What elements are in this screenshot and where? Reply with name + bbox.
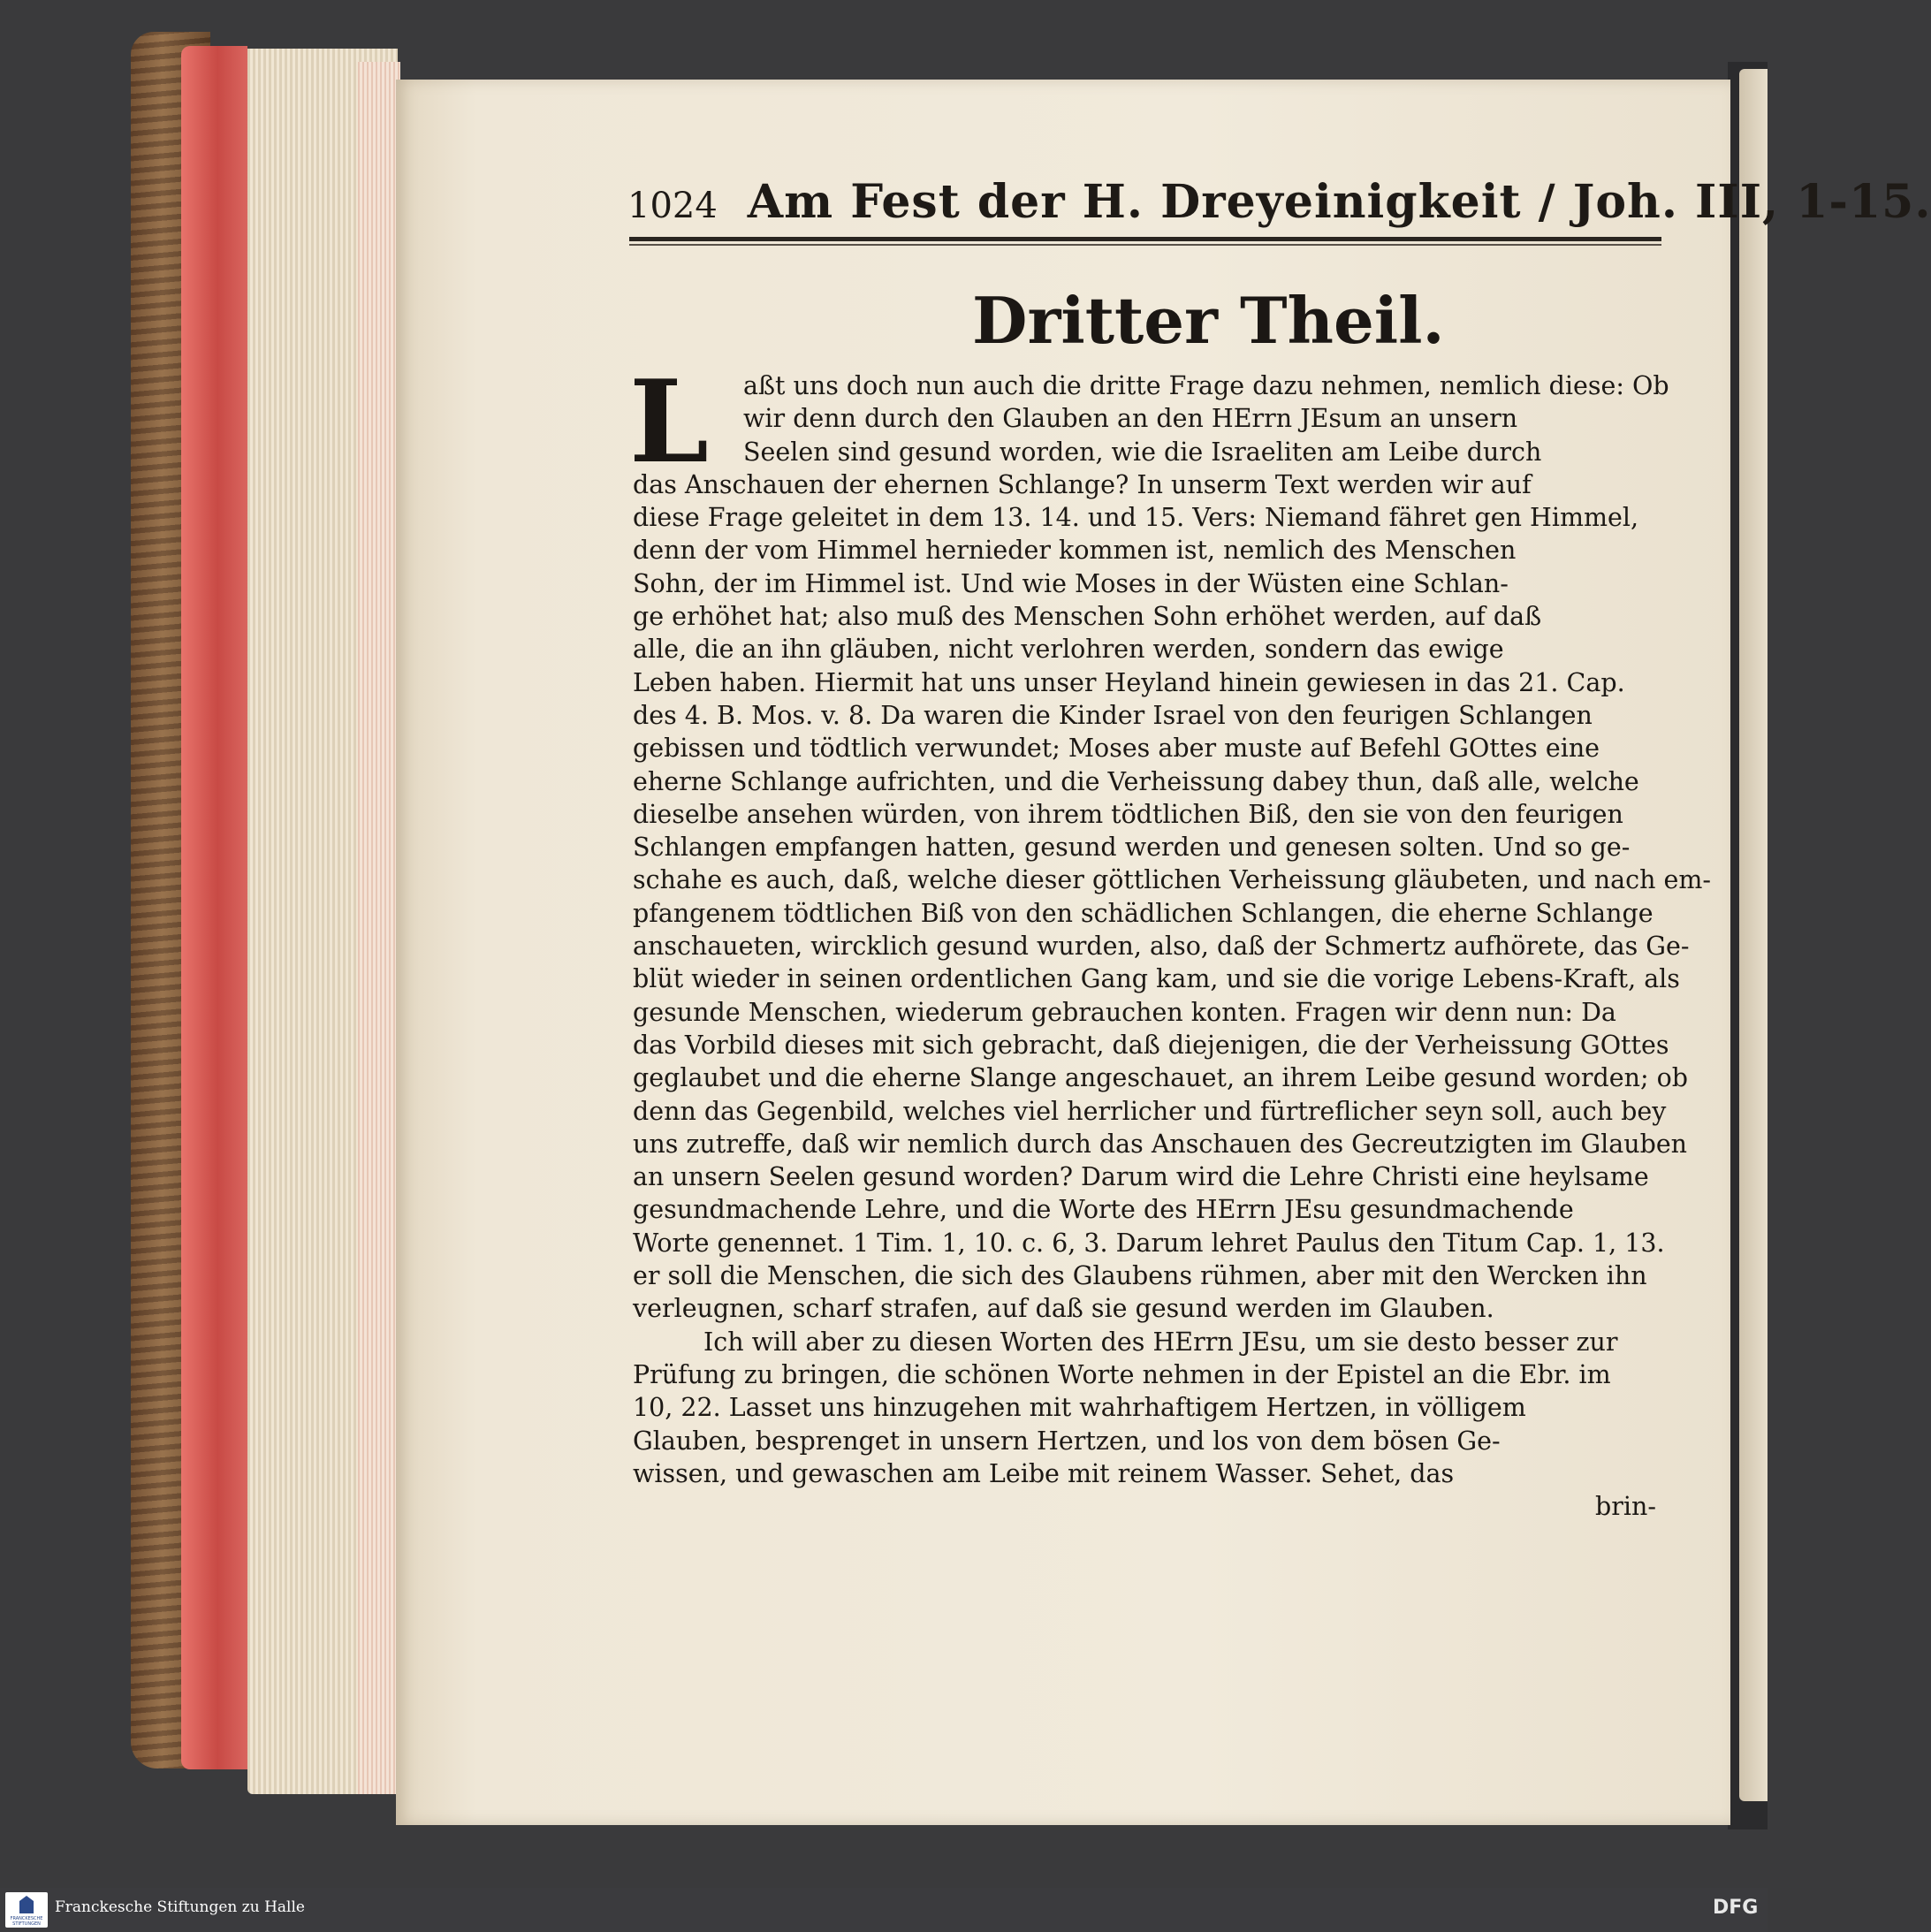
text-line: an unsern Seelen gesund worden? Darum wird die Lehre Christi eine heylsame (633, 1162, 1649, 1192)
logo-text: FRANCKESCHE STIFTUNGEN (10, 1916, 43, 1927)
text-line: ge erhöhet hat; also muß des Menschen Sohn erhöhet werden, auf daß (633, 602, 1542, 632)
text-line: des 4. B. Mos. v. 8. Da waren die Kinder Israel von den feurigen Schlangen (633, 700, 1593, 730)
text-line: blüt wieder in seinen ordentlichen Gang kam, und sie die vorige Lebens-Kraft, als (633, 964, 1680, 994)
institution-name[interactable]: Franckesche Stiftungen zu Halle (55, 1898, 305, 1916)
running-title: Am Fest der H. Dreyeinigkeit / Joh. III, 1-15. (747, 175, 1931, 229)
text-line: gesunde Menschen, wiederum gebrauchen konten. Fragen wir denn nun: Da (633, 997, 1616, 1027)
page-header (627, 175, 1931, 237)
text-line: das Anschauen der ehernen Schlange? In unserm Text werden wir auf (633, 469, 1532, 499)
text-line: uns zutreffe, daß wir nemlich durch das Anschauen des Gecreutzigten im Glauben (633, 1129, 1688, 1159)
text-line: alle, die an ihn gläuben, nicht verlohren werden, sondern das ewige (633, 635, 1504, 665)
text-line: Leben haben. Hiermit hat uns unser Heyland hinein gewiesen in das 21. Cap. (633, 667, 1625, 697)
page-edges (358, 62, 400, 1794)
text-line: Ich will aber zu diesen Worten des HErrn JEsu, um sie desto besser zur (703, 1327, 1618, 1357)
catchword: brin- (1595, 1492, 1656, 1522)
text-line: er soll die Menschen, die sich des Glaubens rühmen, aber mit den Wercken ihn (633, 1261, 1647, 1291)
text-line: Glauben, besprenget in unsern Hertzen, und los von dem bösen Ge- (633, 1426, 1501, 1456)
text-line: anschaueten, wircklich gesund wurden, also, daß der Schmertz aufhörete, das Ge- (633, 932, 1690, 962)
header-rule-thin (629, 244, 1661, 246)
text-line: gebissen und tödtlich verwundet; Moses aber muste auf Befehl GOttes eine (633, 734, 1600, 764)
text-line: diese Frage geleitet in dem 13. 14. und 15. Vers: Niemand fähret gen Himmel, (633, 503, 1639, 533)
institution-logo[interactable] (5, 1892, 48, 1928)
text-line: Sohn, der im Himmel ist. Und wie Moses in der Wüsten eine Schlan- (633, 568, 1509, 598)
text-line: wir denn durch den Glauben an den HErrn JEsum an unsern (743, 404, 1518, 434)
text-line: Seelen sind gesund worden, wie die Israeliten am Leibe durch (743, 437, 1542, 467)
text-line: dieselbe ansehen würden, von ihrem tödtlichen Biß, den sie von den feurigen (633, 799, 1623, 829)
text-line: Schlangen empfangen hatten, gesund werden und genesen solten. Und so ge- (633, 833, 1631, 863)
header-rule (629, 237, 1661, 241)
text-line: geglaubet und die eherne Slange angeschauet, an ihrem Leibe gesund worden; ob (633, 1063, 1689, 1093)
text-line: schahe es auch, daß, welche dieser göttlichen Verheissung gläubeten, und nach em- (633, 865, 1712, 895)
text-line: denn der vom Himmel hernieder kommen ist, nemlich des Menschen (633, 536, 1517, 566)
text-line: das Vorbild dieses mit sich gebracht, daß diejenigen, die der Verheissung GOttes (633, 1030, 1669, 1060)
text-line: Prüfung zu bringen, die schönen Worte nehmen in der Epistel an die Ebr. im (633, 1359, 1611, 1389)
text-line: verleugnen, scharf strafen, auf daß sie gesund werden im Glauben. (633, 1294, 1494, 1324)
building-icon (19, 1896, 34, 1913)
text-line: Worte genennet. 1 Tim. 1, 10. c. 6, 3. Darum lehret Paulus den Titum Cap. 1, 13. (633, 1228, 1665, 1258)
page-number: 1024 (627, 186, 718, 226)
text-line: denn das Gegenbild, welches viel herrlicher und fürtreflicher seyn soll, auch bey (633, 1096, 1667, 1126)
drop-cap: L (629, 356, 709, 489)
next-page-edge (1739, 69, 1768, 1801)
dfg-badge: DFG (1713, 1897, 1759, 1919)
text-line: 10, 22. Lasset uns hinzugehen mit wahrhaftigem Hertzen, in völligem (633, 1393, 1526, 1423)
body-text (633, 369, 1712, 1523)
text-line: aßt uns doch nun auch die dritte Frage dazu nehmen, nemlich diese: Ob (743, 371, 1669, 400)
red-page-edge (181, 46, 247, 1769)
text-line: pfangenem tödtlichen Biß von den schädlichen Schlangen, die eherne Schlange (633, 898, 1654, 928)
section-title: Dritter Theil. (972, 283, 1445, 358)
text-line: wissen, und gewaschen am Leibe mit reinem Wasser. Sehet, das (633, 1458, 1455, 1488)
text-line: eherne Schlange aufrichten, und die Verheissung dabey thun, daß alle, welche (633, 766, 1639, 796)
text-line: gesundmachende Lehre, und die Worte des HErrn JEsu gesundmachende (633, 1195, 1574, 1225)
